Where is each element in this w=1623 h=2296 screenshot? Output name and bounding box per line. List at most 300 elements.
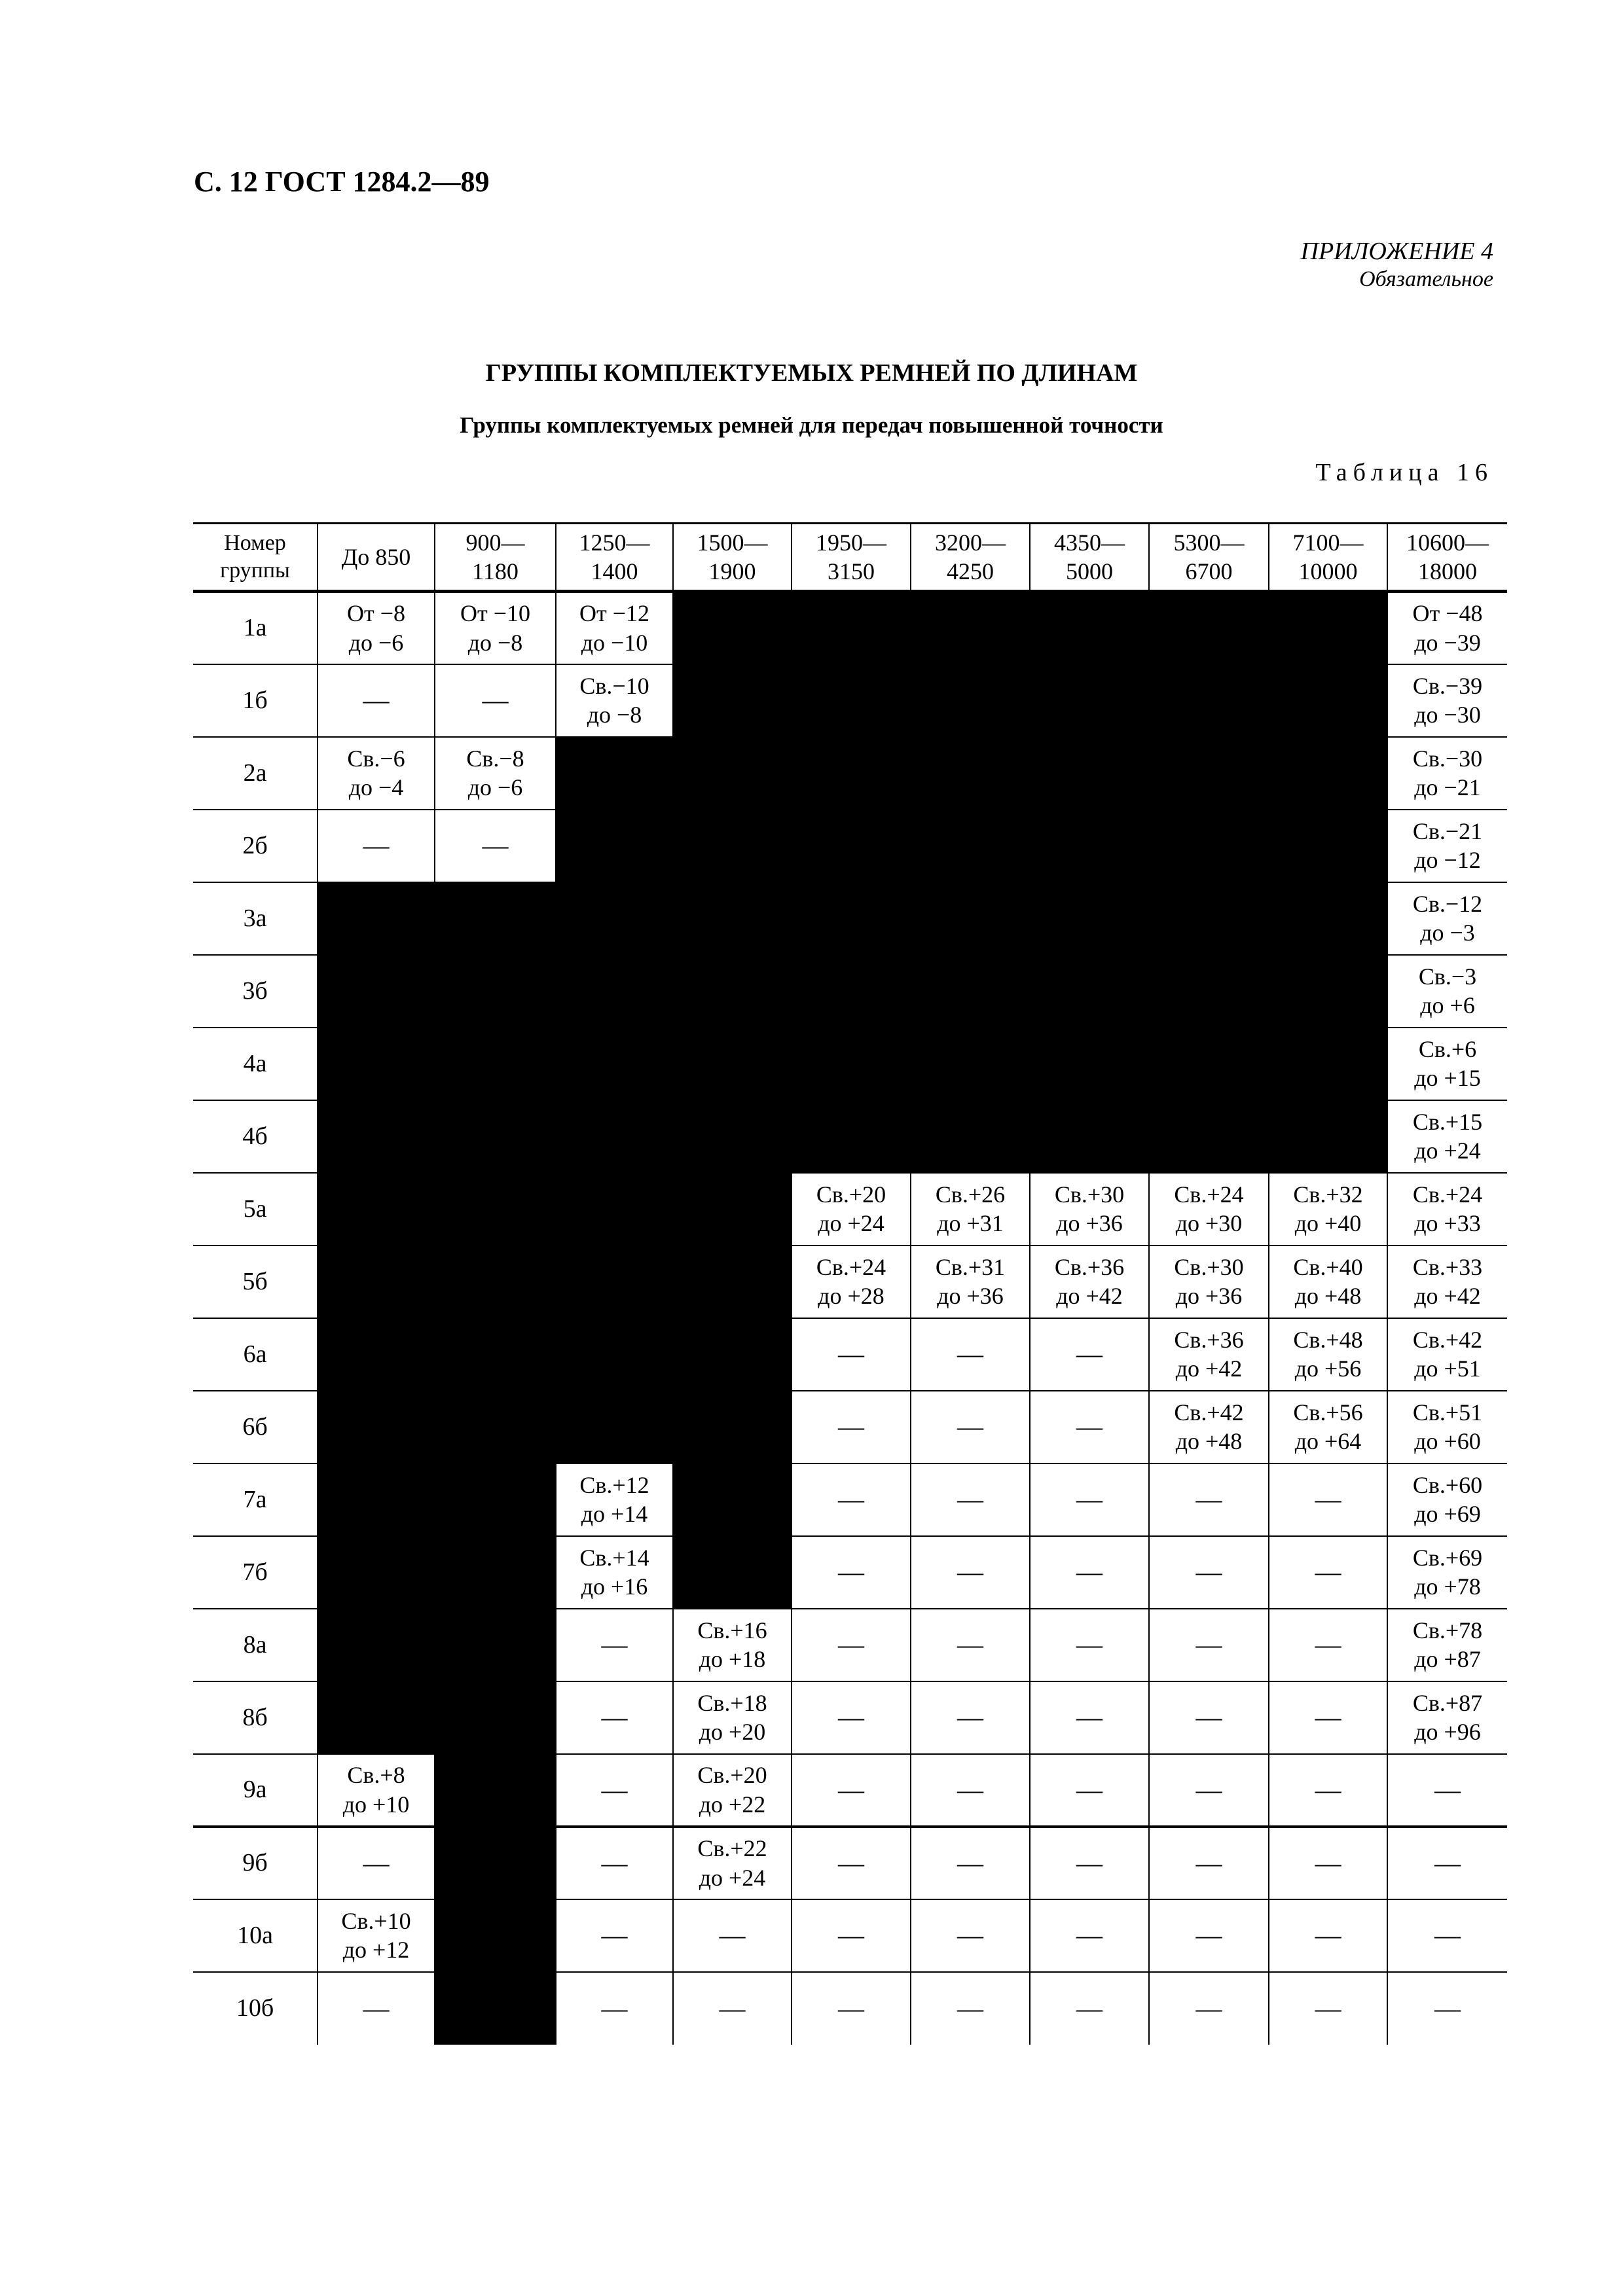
tolerance-text: Св.+78 — [1412, 1617, 1483, 1643]
blacked-out-cell — [911, 1028, 1030, 1100]
belt-groups-table — [193, 522, 1507, 2045]
blacked-out-cell — [1030, 1100, 1149, 1173]
tolerance-text: Св.+8 — [347, 1762, 405, 1789]
tolerance-text: Св.+15 — [1412, 1108, 1483, 1135]
group-number-cell: 10б — [193, 1972, 318, 2045]
empty-value-cell: — — [792, 1536, 911, 1609]
column-header-length-range — [1030, 524, 1149, 592]
blacked-out-cell — [673, 664, 792, 737]
group-number-cell: 9а — [193, 1754, 318, 1827]
empty-value-cell: — — [1030, 1609, 1149, 1681]
blacked-out-cell — [1269, 1028, 1387, 1100]
tolerance-text: до +51 — [1414, 1355, 1481, 1382]
tolerance-text: Св.+6 — [1418, 1035, 1477, 1062]
tolerance-text: до +33 — [1414, 1210, 1481, 1236]
empty-value-cell: — — [911, 1391, 1030, 1463]
column-header-text: Номер — [224, 531, 286, 556]
blacked-out-cell — [673, 1391, 792, 1463]
tolerance-text: до −12 — [1414, 847, 1481, 873]
tolerance-text: до +69 — [1414, 1501, 1481, 1527]
tolerance-text: Св.−12 — [1412, 890, 1483, 917]
tolerance-text: Св.−6 — [347, 745, 405, 772]
group-number-cell: 7б — [193, 1536, 318, 1609]
column-header-text: 1900 — [708, 558, 756, 584]
table-row — [193, 1972, 1507, 2045]
empty-value-cell: — — [1387, 1972, 1507, 2045]
column-header-length-range — [435, 524, 556, 592]
blacked-out-cell — [318, 882, 435, 955]
tolerance-cell — [556, 1536, 673, 1609]
empty-value-cell: — — [792, 1899, 911, 1972]
blacked-out-cell — [911, 882, 1030, 955]
appendix-number: ПРИЛОЖЕНИЕ 4 — [1300, 238, 1493, 265]
empty-value-cell: — — [792, 1754, 911, 1827]
blacked-out-cell — [556, 1028, 673, 1100]
tolerance-cell — [1269, 1391, 1387, 1463]
tolerance-text: Св.+10 — [341, 1907, 411, 1934]
tolerance-text: до +6 — [1420, 992, 1475, 1018]
empty-value-cell: — — [1269, 1463, 1387, 1536]
blacked-out-cell — [318, 1318, 435, 1391]
tolerance-text: Св.−10 — [579, 672, 649, 699]
empty-value-cell: — — [911, 1318, 1030, 1391]
blacked-out-cell — [1149, 1100, 1269, 1173]
empty-value-cell: — — [673, 1899, 792, 1972]
tolerance-cell — [673, 1754, 792, 1827]
empty-value-cell: — — [792, 1391, 911, 1463]
appendix-type: Обязательное — [1359, 267, 1493, 291]
column-header-length-range — [1387, 524, 1507, 592]
group-number-cell: 6а — [193, 1318, 318, 1391]
blacked-out-cell — [318, 1609, 435, 1681]
blacked-out-cell — [318, 1536, 435, 1609]
tolerance-cell — [673, 1827, 792, 1899]
tolerance-cell — [1387, 592, 1507, 664]
blacked-out-cell — [792, 1028, 911, 1100]
empty-value-cell: — — [1030, 1972, 1149, 2045]
empty-value-cell: — — [1269, 1536, 1387, 1609]
group-number-cell: 1б — [193, 664, 318, 737]
table-row — [193, 664, 1507, 737]
column-header-text: 900— — [465, 529, 525, 556]
blacked-out-cell — [435, 1681, 556, 1754]
group-number-cell: 10а — [193, 1899, 318, 1972]
table-row — [193, 1318, 1507, 1391]
blacked-out-cell — [435, 1899, 556, 1972]
tolerance-cell — [1269, 1246, 1387, 1318]
tolerance-text: От −12 — [579, 600, 650, 627]
column-header-text: 3200— — [935, 529, 1006, 556]
tolerance-cell — [1387, 1609, 1507, 1681]
blacked-out-cell — [1030, 810, 1149, 882]
column-header-length-range — [556, 524, 673, 592]
tolerance-text: до −30 — [1414, 702, 1481, 728]
empty-value-cell: — — [556, 1609, 673, 1681]
tolerance-text: до −39 — [1414, 629, 1481, 656]
tolerance-text: до −6 — [467, 774, 523, 800]
blacked-out-cell — [792, 1100, 911, 1173]
blacked-out-cell — [1030, 955, 1149, 1028]
blacked-out-cell — [911, 955, 1030, 1028]
blacked-out-cell — [556, 1173, 673, 1246]
blacked-out-cell — [792, 664, 911, 737]
group-number-cell: 7а — [193, 1463, 318, 1536]
tolerance-cell — [1387, 737, 1507, 810]
tolerance-cell — [1030, 1246, 1149, 1318]
blacked-out-cell — [435, 1972, 556, 2045]
table-header-row — [193, 524, 1507, 592]
tolerance-text: до +60 — [1414, 1428, 1481, 1454]
blacked-out-cell — [318, 1173, 435, 1246]
empty-value-cell: — — [1269, 1609, 1387, 1681]
column-header-text: 3150 — [828, 558, 875, 584]
column-header-text: 5300— — [1173, 529, 1245, 556]
blacked-out-cell — [556, 955, 673, 1028]
tolerance-text: От −48 — [1412, 600, 1483, 627]
tolerance-text: Св.+20 — [697, 1762, 767, 1789]
tolerance-text: Св.+56 — [1293, 1399, 1363, 1426]
column-header-text: группы — [220, 558, 290, 583]
blacked-out-cell — [1149, 1028, 1269, 1100]
tolerance-text: Св.+48 — [1293, 1326, 1363, 1353]
column-header-length-range — [673, 524, 792, 592]
blacked-out-cell — [435, 1028, 556, 1100]
empty-value-cell: — — [1030, 1463, 1149, 1536]
empty-value-cell: — — [1149, 1899, 1269, 1972]
tolerance-cell — [556, 1463, 673, 1536]
tolerance-cell — [1387, 1028, 1507, 1100]
tolerance-text: до −8 — [467, 629, 523, 656]
tolerance-cell — [1149, 1318, 1269, 1391]
tolerance-text: до −8 — [587, 702, 642, 728]
tolerance-text: до +36 — [1056, 1210, 1123, 1236]
column-header-length-range — [1149, 524, 1269, 592]
blacked-out-cell — [556, 810, 673, 882]
tolerance-text: до +96 — [1414, 1719, 1481, 1745]
blacked-out-cell — [1269, 737, 1387, 810]
column-header-text: 4350— — [1054, 529, 1125, 556]
empty-value-cell: — — [911, 1754, 1030, 1827]
empty-value-cell: — — [792, 1681, 911, 1754]
blacked-out-cell — [1269, 955, 1387, 1028]
empty-value-cell: — — [1149, 1609, 1269, 1681]
tolerance-text: Св.+30 — [1054, 1181, 1125, 1208]
table-row — [193, 810, 1507, 882]
tolerance-text: до +24 — [1414, 1138, 1481, 1164]
group-number-cell: 4а — [193, 1028, 318, 1100]
tolerance-text: Св.+16 — [697, 1617, 767, 1643]
column-header-text: 1500— — [697, 529, 768, 556]
blacked-out-cell — [556, 1318, 673, 1391]
tolerance-text: до +28 — [818, 1283, 884, 1309]
blacked-out-cell — [318, 1391, 435, 1463]
blacked-out-cell — [911, 1100, 1030, 1173]
tolerance-text: От −8 — [346, 600, 406, 627]
empty-value-cell: — — [1030, 1827, 1149, 1899]
blacked-out-cell — [673, 1536, 792, 1609]
tolerance-text: до +36 — [937, 1283, 1004, 1309]
empty-value-cell: — — [318, 810, 435, 882]
blacked-out-cell — [673, 1028, 792, 1100]
blacked-out-cell — [673, 1100, 792, 1173]
empty-value-cell: — — [911, 1609, 1030, 1681]
blacked-out-cell — [435, 1536, 556, 1609]
blacked-out-cell — [435, 1609, 556, 1681]
tolerance-text: до +10 — [342, 1791, 410, 1818]
column-header-length-range — [318, 524, 435, 592]
blacked-out-cell — [1149, 737, 1269, 810]
blacked-out-cell — [1030, 664, 1149, 737]
empty-value-cell: — — [556, 1899, 673, 1972]
tolerance-text: до +48 — [1294, 1283, 1362, 1309]
blacked-out-cell — [1030, 592, 1149, 664]
tolerance-cell — [435, 737, 556, 810]
empty-value-cell: — — [435, 664, 556, 737]
blacked-out-cell — [435, 1100, 556, 1173]
group-number-cell: 3б — [193, 955, 318, 1028]
table-row — [193, 1609, 1507, 1681]
tolerance-cell — [435, 592, 556, 664]
empty-value-cell: — — [1269, 1681, 1387, 1754]
empty-value-cell: — — [911, 1681, 1030, 1754]
table-row — [193, 737, 1507, 810]
empty-value-cell: — — [1269, 1899, 1387, 1972]
column-header-text: 10000 — [1298, 558, 1358, 584]
empty-value-cell: — — [1387, 1827, 1507, 1899]
blacked-out-cell — [435, 1391, 556, 1463]
main-title: ГРУППЫ КОМПЛЕКТУЕМЫХ РЕМНЕЙ ПО ДЛИНАМ — [485, 359, 1138, 387]
tolerance-text: до +64 — [1294, 1428, 1362, 1454]
tolerance-cell — [1387, 1173, 1507, 1246]
empty-value-cell: — — [1387, 1754, 1507, 1827]
column-header-length-range — [1269, 524, 1387, 592]
tolerance-cell — [318, 1899, 435, 1972]
empty-value-cell: — — [1149, 1827, 1269, 1899]
blacked-out-cell — [911, 737, 1030, 810]
column-header-text: 1250— — [579, 529, 650, 556]
empty-value-cell: — — [1149, 1681, 1269, 1754]
tolerance-text: Св.+14 — [579, 1544, 649, 1571]
blacked-out-cell — [1149, 664, 1269, 737]
tolerance-text: до +12 — [342, 1937, 410, 1963]
tolerance-cell — [1030, 1173, 1149, 1246]
tolerance-text: до +22 — [699, 1791, 766, 1818]
empty-value-cell: — — [556, 1972, 673, 2045]
empty-value-cell: — — [673, 1972, 792, 2045]
blacked-out-cell — [911, 664, 1030, 737]
blacked-out-cell — [1030, 737, 1149, 810]
blacked-out-cell — [1149, 882, 1269, 955]
tolerance-text: до +31 — [937, 1210, 1004, 1236]
tolerance-cell — [1387, 1536, 1507, 1609]
group-number-cell: 5а — [193, 1173, 318, 1246]
blacked-out-cell — [435, 1463, 556, 1536]
tolerance-text: Св.+87 — [1412, 1689, 1483, 1716]
tolerance-text: до +42 — [1175, 1355, 1243, 1382]
tolerance-text: Св.−3 — [1418, 963, 1477, 990]
tolerance-text: до +36 — [1175, 1283, 1243, 1309]
empty-value-cell: — — [318, 1972, 435, 2045]
column-header-text: 1950— — [816, 529, 886, 556]
tolerance-cell — [911, 1246, 1030, 1318]
tolerance-text: Св.−21 — [1412, 817, 1483, 844]
sub-title: Группы комплектуемых ремней для передач повышенной точности — [460, 412, 1163, 438]
tolerance-cell — [1387, 1246, 1507, 1318]
blacked-out-cell — [435, 882, 556, 955]
empty-value-cell: — — [911, 1972, 1030, 2045]
table-body — [193, 592, 1507, 2045]
tolerance-text: до +14 — [581, 1501, 648, 1527]
tolerance-cell — [1387, 1318, 1507, 1391]
table-row — [193, 882, 1507, 955]
empty-value-cell: — — [1149, 1536, 1269, 1609]
empty-value-cell: — — [792, 1827, 911, 1899]
blacked-out-cell — [673, 1318, 792, 1391]
empty-value-cell: — — [1149, 1972, 1269, 2045]
column-header-text: До 850 — [341, 543, 411, 570]
blacked-out-cell — [1030, 882, 1149, 955]
tolerance-text: до +16 — [581, 1573, 648, 1600]
blacked-out-cell — [673, 1246, 792, 1318]
empty-value-cell: — — [792, 1318, 911, 1391]
table-row — [193, 1391, 1507, 1463]
blacked-out-cell — [673, 1463, 792, 1536]
empty-value-cell: — — [1030, 1899, 1149, 1972]
tolerance-text: до +15 — [1414, 1065, 1481, 1091]
tolerance-cell — [1269, 1318, 1387, 1391]
tolerance-cell — [318, 592, 435, 664]
table-caption: Таблица 16 — [1315, 459, 1493, 486]
empty-value-cell: — — [435, 810, 556, 882]
empty-value-cell: — — [1030, 1391, 1149, 1463]
empty-value-cell: — — [911, 1536, 1030, 1609]
tolerance-cell — [673, 1609, 792, 1681]
tolerance-cell — [318, 737, 435, 810]
blacked-out-cell — [1269, 810, 1387, 882]
tolerance-text: до −4 — [348, 774, 404, 800]
tolerance-text: Св.+60 — [1412, 1471, 1483, 1498]
tolerance-cell — [792, 1173, 911, 1246]
group-number-cell: 9б — [193, 1827, 318, 1899]
blacked-out-cell — [435, 1754, 556, 1827]
blacked-out-cell — [673, 1173, 792, 1246]
blacked-out-cell — [792, 737, 911, 810]
tolerance-text: до +24 — [818, 1210, 884, 1236]
blacked-out-cell — [556, 1100, 673, 1173]
tolerance-text: Св.+24 — [1174, 1181, 1244, 1208]
tolerance-text: Св.+36 — [1054, 1253, 1125, 1280]
tolerance-text: Св.+22 — [697, 1835, 767, 1862]
blacked-out-cell — [318, 1246, 435, 1318]
tolerance-text: Св.−30 — [1412, 745, 1483, 772]
tolerance-text: Св.+24 — [1412, 1181, 1483, 1208]
column-header-text: 4250 — [947, 558, 994, 584]
tolerance-text: Св.+36 — [1174, 1326, 1244, 1353]
blacked-out-cell — [673, 810, 792, 882]
group-number-cell: 4б — [193, 1100, 318, 1173]
blacked-out-cell — [792, 810, 911, 882]
empty-value-cell: — — [911, 1827, 1030, 1899]
table-row — [193, 955, 1507, 1028]
blacked-out-cell — [318, 1463, 435, 1536]
blacked-out-cell — [318, 1028, 435, 1100]
empty-value-cell: — — [318, 664, 435, 737]
blacked-out-cell — [435, 955, 556, 1028]
empty-value-cell: — — [1030, 1318, 1149, 1391]
table-row — [193, 1173, 1507, 1246]
blacked-out-cell — [318, 1681, 435, 1754]
tolerance-cell — [1269, 1173, 1387, 1246]
empty-value-cell: — — [1269, 1754, 1387, 1827]
tolerance-cell — [792, 1246, 911, 1318]
group-number-cell: 2б — [193, 810, 318, 882]
column-header-group-number — [193, 524, 318, 592]
tolerance-cell — [1149, 1246, 1269, 1318]
tolerance-cell — [1387, 1681, 1507, 1754]
empty-value-cell: — — [911, 1463, 1030, 1536]
tolerance-text: до +42 — [1414, 1283, 1481, 1309]
tolerance-text: Св.+42 — [1174, 1399, 1244, 1426]
group-number-cell: 8а — [193, 1609, 318, 1681]
blacked-out-cell — [1269, 664, 1387, 737]
tolerance-text: до +24 — [699, 1864, 766, 1891]
table-row — [193, 1681, 1507, 1754]
blacked-out-cell — [318, 955, 435, 1028]
empty-value-cell: — — [1149, 1463, 1269, 1536]
column-header-text: 1180 — [472, 558, 519, 584]
blacked-out-cell — [911, 810, 1030, 882]
empty-value-cell: — — [1149, 1754, 1269, 1827]
table-row — [193, 592, 1507, 664]
blacked-out-cell — [1030, 1028, 1149, 1100]
blacked-out-cell — [435, 1318, 556, 1391]
empty-value-cell: — — [556, 1681, 673, 1754]
tolerance-text: Св.+40 — [1293, 1253, 1363, 1280]
empty-value-cell: — — [1387, 1899, 1507, 1972]
column-header-text: 7100— — [1292, 529, 1364, 556]
table-row — [193, 1246, 1507, 1318]
tolerance-text: Св.+26 — [935, 1181, 1006, 1208]
blacked-out-cell — [435, 1246, 556, 1318]
blacked-out-cell — [556, 1246, 673, 1318]
tolerance-text: Св.+51 — [1412, 1399, 1483, 1426]
empty-value-cell: — — [911, 1899, 1030, 1972]
tolerance-cell — [911, 1173, 1030, 1246]
tolerance-text: до +40 — [1294, 1210, 1362, 1236]
tolerance-cell — [673, 1681, 792, 1754]
tolerance-cell — [1387, 810, 1507, 882]
tolerance-cell — [1149, 1173, 1269, 1246]
table-row — [193, 1827, 1507, 1899]
blacked-out-cell — [792, 882, 911, 955]
tolerance-text: до −10 — [581, 629, 648, 656]
blacked-out-cell — [1269, 1100, 1387, 1173]
tolerance-text: Св.+30 — [1174, 1253, 1244, 1280]
blacked-out-cell — [792, 955, 911, 1028]
tolerance-cell — [556, 664, 673, 737]
tolerance-text: Св.+32 — [1293, 1181, 1363, 1208]
tolerance-text: до +42 — [1056, 1283, 1123, 1309]
empty-value-cell: — — [318, 1827, 435, 1899]
group-number-cell: 5б — [193, 1246, 318, 1318]
column-header-text: 6700 — [1185, 558, 1233, 584]
tolerance-text: Св.+69 — [1412, 1544, 1483, 1571]
table-row — [193, 1100, 1507, 1173]
appendix-label — [1301, 237, 1493, 292]
empty-value-cell: — — [1269, 1972, 1387, 2045]
blacked-out-cell — [792, 592, 911, 664]
tolerance-text: Св.+42 — [1412, 1326, 1483, 1353]
